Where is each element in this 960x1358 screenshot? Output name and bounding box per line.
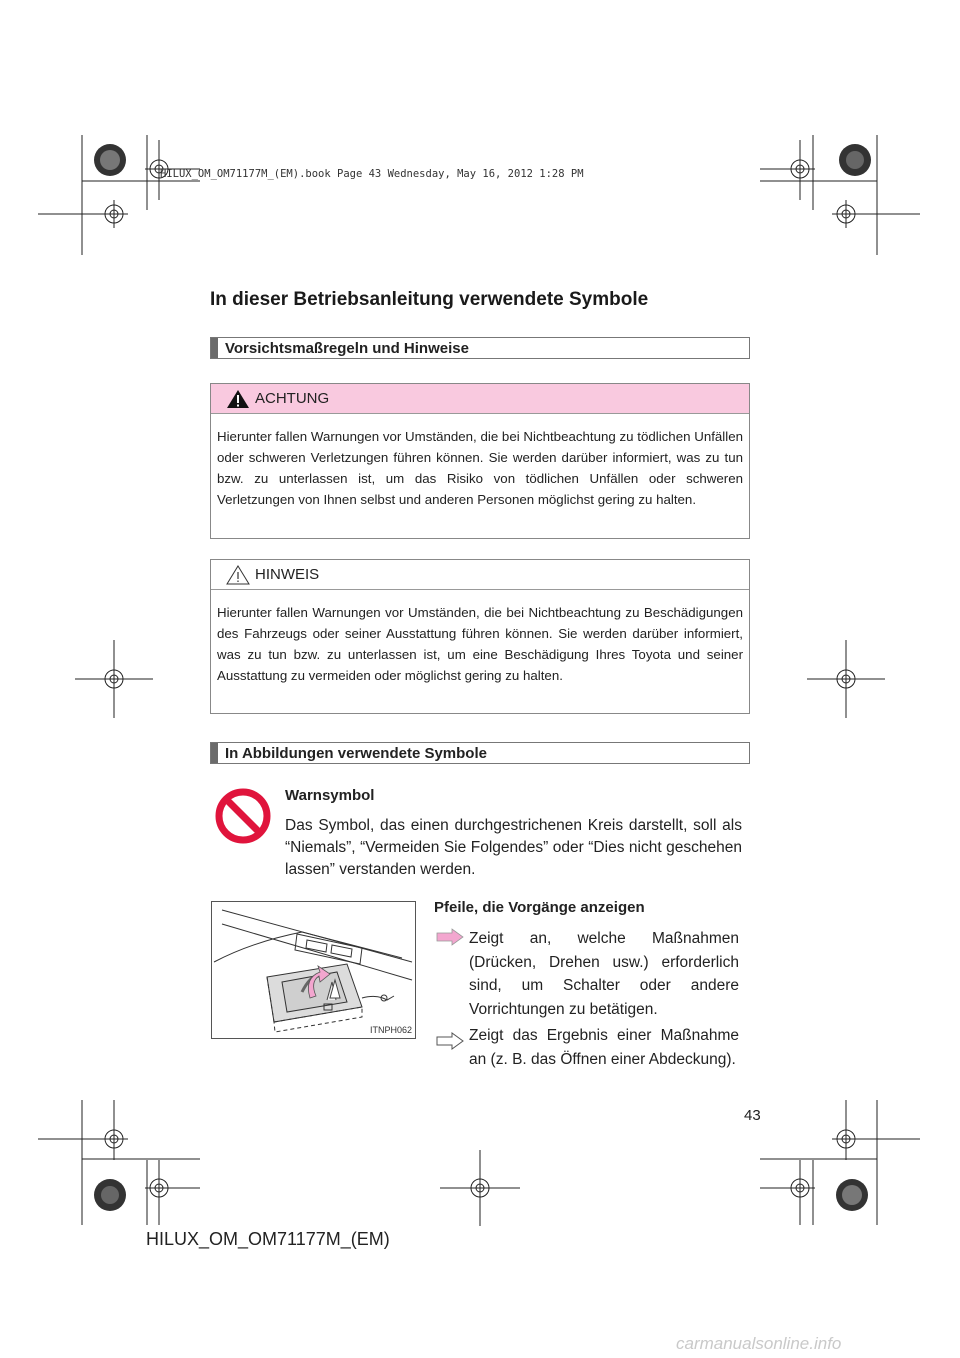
section-heading-tab (211, 338, 218, 358)
caution-triangle-outline-icon (226, 565, 250, 585)
section-heading-label: Vorsichtsmaßregeln und Hinweise (225, 340, 469, 357)
section-heading-illustration-symbols (210, 742, 750, 764)
overhead-console-drawing (212, 902, 415, 1038)
achtung-box (210, 383, 750, 539)
achtung-header (211, 384, 749, 414)
watermark: carmanualsonline.info (676, 1334, 842, 1353)
hinweis-title: HINWEIS (255, 566, 320, 583)
page-title: In dieser Betriebsanleitung verwendete Symbole (210, 289, 649, 310)
warning-triangle-icon (226, 389, 250, 409)
achtung-text: Hierunter fallen Warnungen vor Umständen, die bei Nichtbeachtung zu tödlichen Unfällen oder schweren Verletzungen führen können. Sie werden darüber informiert, was zu tun bzw. zu unterlassen ist, um das Risiko von tödlichen Unfällen oder schweren Verletzungen von Ihnen selbst und anderen Personen möglichst gering zu halten. (217, 429, 743, 507)
action-arrow-icon (436, 928, 464, 946)
warn-symbol-title: Warnsymbol (285, 787, 375, 804)
prohibition-icon (214, 787, 272, 845)
hinweis-text: Hierunter fallen Warnungen vor Umständen, die bei Nichtbeachtung zu Beschädigungen des Fahrzeugs oder seiner Ausstattung führen können. Sie werden darüber informiert, was zu tun bzw. zu unterlassen ist, um eine Beschädigung Ihres Toyota und seiner Ausstattung zu vermeiden oder möglichst gering zu halten. (217, 605, 743, 683)
action-arrow-text: Zeigt an, welche Maßnahmen (Drücken, Drehen usw.) erforderlich sind, um Schalter oder andere Vorrichtungen zu betätigen. (469, 930, 739, 1018)
print-header-stamp: HILUX_OM_OM71177M_(EM).book Page 43 Wednesday, May 16, 2012 1:28 PM (160, 168, 584, 180)
footer-code: HILUX_OM_OM71177M_(EM) (146, 1229, 390, 1249)
illustration-code: ITNPH062 (370, 1025, 413, 1035)
section-heading-precautions (210, 337, 750, 359)
achtung-title: ACHTUNG (255, 390, 330, 407)
illustration-overhead-console (211, 901, 416, 1039)
arrows-title: Pfeile, die Vorgänge anzeigen (434, 899, 645, 916)
page-number: 43 (744, 1107, 761, 1124)
result-arrow-text: Zeigt das Ergebnis einer Maßnahme an (z. B. das Öffnen einer Abdeckung). (469, 1027, 739, 1068)
hinweis-box (210, 559, 750, 714)
warn-symbol-text: Das Symbol, das einen durchgestrichenen Kreis darstellt, soll als “Niemals”, “Vermeiden Sie Folgendes” oder “Dies nicht geschehen lassen” verstanden werden. (285, 817, 742, 878)
section-heading-label: In Abbildungen verwendete Symbole (225, 745, 487, 762)
section-heading-tab (211, 743, 218, 763)
hinweis-header (211, 560, 749, 590)
result-arrow-icon (436, 1032, 464, 1050)
